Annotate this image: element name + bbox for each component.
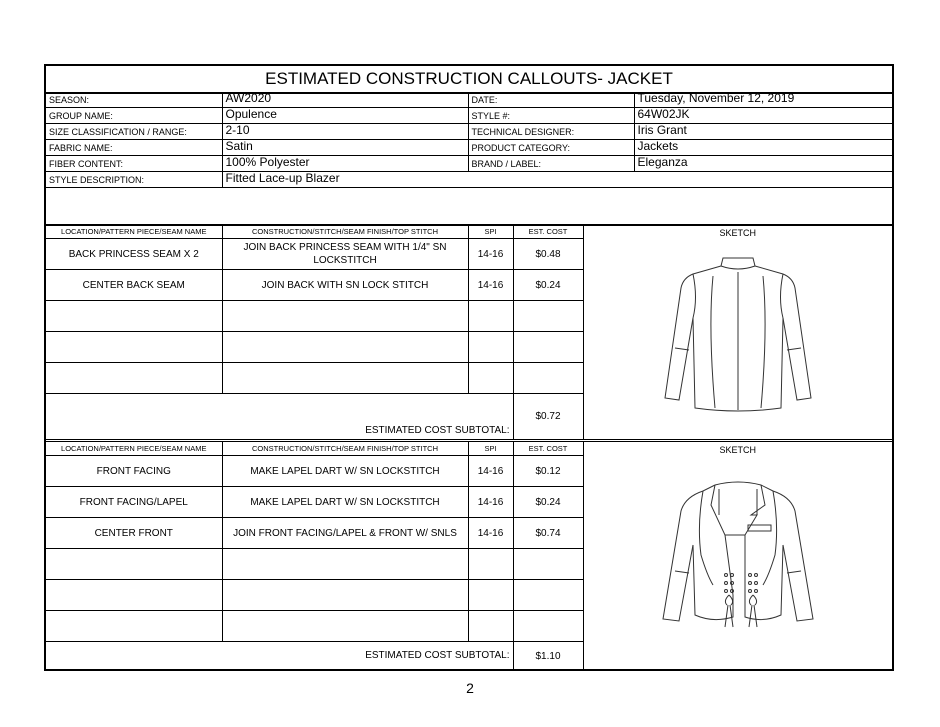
row-spi <box>468 580 513 611</box>
description-label: STYLE DESCRIPTION: <box>46 172 222 188</box>
date-value: Tuesday, November 12, 2019 <box>634 92 892 108</box>
page-number: 2 <box>466 680 474 696</box>
row-cost: $0.74 <box>513 518 583 549</box>
fiber-value: 100% Polyester <box>222 156 468 172</box>
row-cost: $0.24 <box>513 270 583 301</box>
spec-sheet <box>44 64 894 671</box>
row-construction <box>222 549 468 580</box>
header-location: LOCATION/PATTERN PIECE/SEAM NAME <box>46 225 222 239</box>
row-spi <box>468 611 513 642</box>
row-spi: 14-16 <box>468 487 513 518</box>
sketch-cell-front <box>583 442 892 671</box>
style-number-value: 64W02JK <box>634 108 892 124</box>
fiber-label: FIBER CONTENT: <box>46 156 222 172</box>
group-value: Opulence <box>222 108 468 124</box>
row-cost: $0.48 <box>513 239 583 270</box>
row-location <box>46 580 222 611</box>
fabric-value: Satin <box>222 140 468 156</box>
row-construction: JOIN BACK PRINCESS SEAM WITH 1/4" SN LOCKSTITCH <box>222 239 468 270</box>
row-location: FRONT FACING/LAPEL <box>46 487 222 518</box>
brand-label: BRAND / LABEL: <box>468 156 634 172</box>
header-construction: CONSTRUCTION/STITCH/SEAM FINISH/TOP STITCH <box>222 442 468 456</box>
row-spi: 14-16 <box>468 270 513 301</box>
row-construction <box>222 363 468 394</box>
row-cost <box>513 611 583 642</box>
row-spi <box>468 332 513 363</box>
row-spi <box>468 301 513 332</box>
season-value: AW2020 <box>222 92 468 108</box>
row-construction: JOIN BACK WITH SN LOCK STITCH <box>222 270 468 301</box>
row-spi: 14-16 <box>468 518 513 549</box>
style-number-label: STYLE #: <box>468 108 634 124</box>
header-construction: CONSTRUCTION/STITCH/SEAM FINISH/TOP STITCH <box>222 225 468 239</box>
row-spi <box>468 549 513 580</box>
row-location: CENTER BACK SEAM <box>46 270 222 301</box>
row-construction <box>222 332 468 363</box>
season-label: SEASON: <box>46 92 222 108</box>
sheet-title: ESTIMATED CONSTRUCTION CALLOUTS- JACKET <box>46 66 892 94</box>
row-cost <box>513 549 583 580</box>
row-location: BACK PRINCESS SEAM X 2 <box>46 239 222 270</box>
header-spi: SPI <box>468 442 513 456</box>
row-construction: MAKE LAPEL DART W/ SN LOCKSTITCH <box>222 487 468 518</box>
brand-value: Eleganza <box>634 156 892 172</box>
row-cost <box>513 332 583 363</box>
date-label: DATE: <box>468 92 634 108</box>
row-construction <box>222 301 468 332</box>
row-construction <box>222 580 468 611</box>
row-location <box>46 549 222 580</box>
row-location <box>46 332 222 363</box>
row-spi <box>468 363 513 394</box>
row-cost <box>513 363 583 394</box>
header-location: LOCATION/PATTERN PIECE/SEAM NAME <box>46 442 222 456</box>
row-location <box>46 611 222 642</box>
row-cost <box>513 301 583 332</box>
sketch-cell-back <box>583 225 892 440</box>
subtotal-value: $1.10 <box>513 642 583 671</box>
row-construction: JOIN FRONT FACING/LAPEL & FRONT W/ SNLS <box>222 518 468 549</box>
header-spi: SPI <box>468 225 513 239</box>
sketch-label: SKETCH <box>719 228 756 238</box>
row-cost: $0.24 <box>513 487 583 518</box>
row-location: CENTER FRONT <box>46 518 222 549</box>
group-label: GROUP NAME: <box>46 108 222 124</box>
designer-label: TECHNICAL DESIGNER: <box>468 124 634 140</box>
fabric-label: FABRIC NAME: <box>46 140 222 156</box>
subtotal-label: ESTIMATED COST SUBTOTAL: <box>46 642 513 671</box>
row-cost: $0.12 <box>513 456 583 487</box>
jacket-front-sketch <box>653 475 823 645</box>
description-value: Fitted Lace-up Blazer <box>222 172 892 188</box>
row-location <box>46 363 222 394</box>
row-construction <box>222 611 468 642</box>
row-construction: MAKE LAPEL DART W/ SN LOCKSTITCH <box>222 456 468 487</box>
row-cost <box>513 580 583 611</box>
size-label: SIZE CLASSIFICATION / RANGE: <box>46 124 222 140</box>
row-spi: 14-16 <box>468 456 513 487</box>
row-location <box>46 301 222 332</box>
header-cost: EST. COST <box>513 442 583 456</box>
jacket-back-sketch <box>653 248 823 418</box>
callouts-table-back <box>46 224 892 440</box>
row-spi: 14-16 <box>468 239 513 270</box>
size-value: 2-10 <box>222 124 468 140</box>
sketch-label: SKETCH <box>719 445 756 455</box>
row-location: FRONT FACING <box>46 456 222 487</box>
category-label: PRODUCT CATEGORY: <box>468 140 634 156</box>
subtotal-label: ESTIMATED COST SUBTOTAL: <box>46 394 513 440</box>
category-value: Jackets <box>634 140 892 156</box>
subtotal-value: $0.72 <box>513 394 583 440</box>
style-info-table <box>46 92 892 188</box>
callouts-table-front <box>46 441 892 671</box>
description-area <box>46 188 892 226</box>
header-cost: EST. COST <box>513 225 583 239</box>
designer-value: Iris Grant <box>634 124 892 140</box>
